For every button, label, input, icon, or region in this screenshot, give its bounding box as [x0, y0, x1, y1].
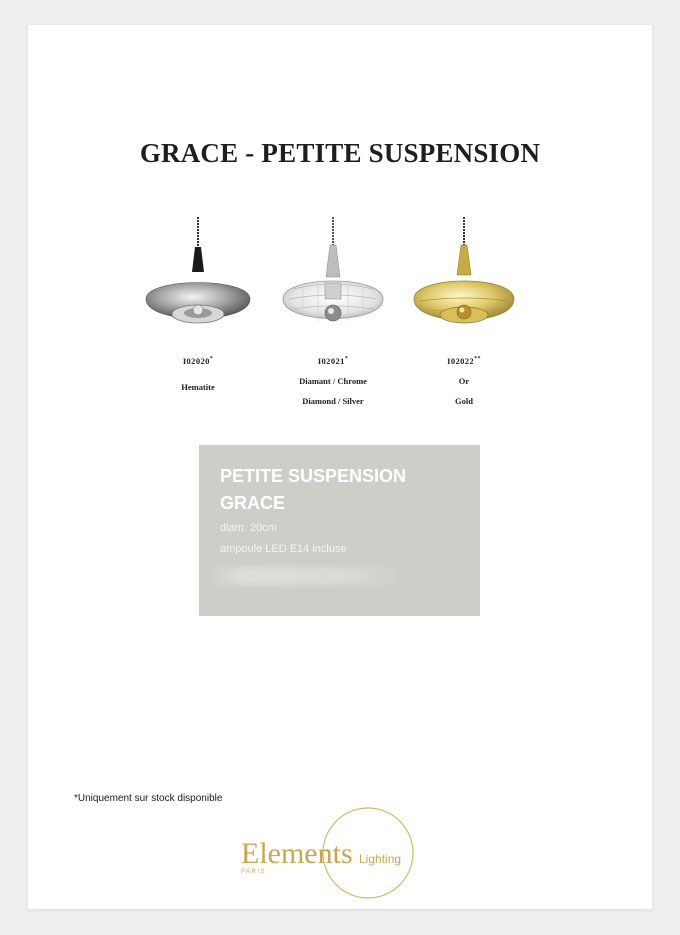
- page-title: GRACE - PETITE SUSPENSION: [139, 138, 541, 168]
- product-code: I02021: [317, 356, 345, 366]
- logo-brand: Elements: [241, 837, 353, 870]
- logo-city: PARIS: [241, 869, 267, 875]
- gold-lamp-icon: [404, 217, 524, 342]
- spec-bulb: ampoule LED E14 incluse: [220, 543, 347, 555]
- spec-title: PETITE SUSPENSION GRACE: [220, 466, 407, 513]
- product-gold: I02022** Or Gold: [389, 217, 539, 406]
- elements-lighting-logo: [233, 805, 433, 905]
- hematite-lamp-icon: [138, 217, 258, 342]
- stock-footnote: *Uniquement sur stock disponible: [74, 793, 223, 804]
- product-finish: Hematite: [181, 382, 215, 392]
- spec-box: [199, 445, 480, 616]
- document-page: [28, 25, 652, 909]
- product-diamond-chrome: I02021* Diamant / Chrome Diamond / Silver: [258, 217, 408, 406]
- product-finish-en: Diamond / Silver: [302, 396, 364, 406]
- logo-sub: Lighting: [359, 852, 402, 866]
- product-code: I02022: [447, 356, 475, 366]
- blurred-text: [206, 567, 406, 585]
- product-finish-en: Gold: [455, 396, 473, 406]
- spec-diameter: diam. 20cm: [220, 522, 277, 534]
- diamond-lamp-icon: [273, 217, 393, 342]
- product-finish-fr: Or: [458, 376, 470, 386]
- product-finish-fr: Diamant / Chrome: [299, 376, 367, 386]
- product-hematite: I02020* Hematite: [123, 217, 273, 392]
- product-code: I02020: [182, 356, 210, 366]
